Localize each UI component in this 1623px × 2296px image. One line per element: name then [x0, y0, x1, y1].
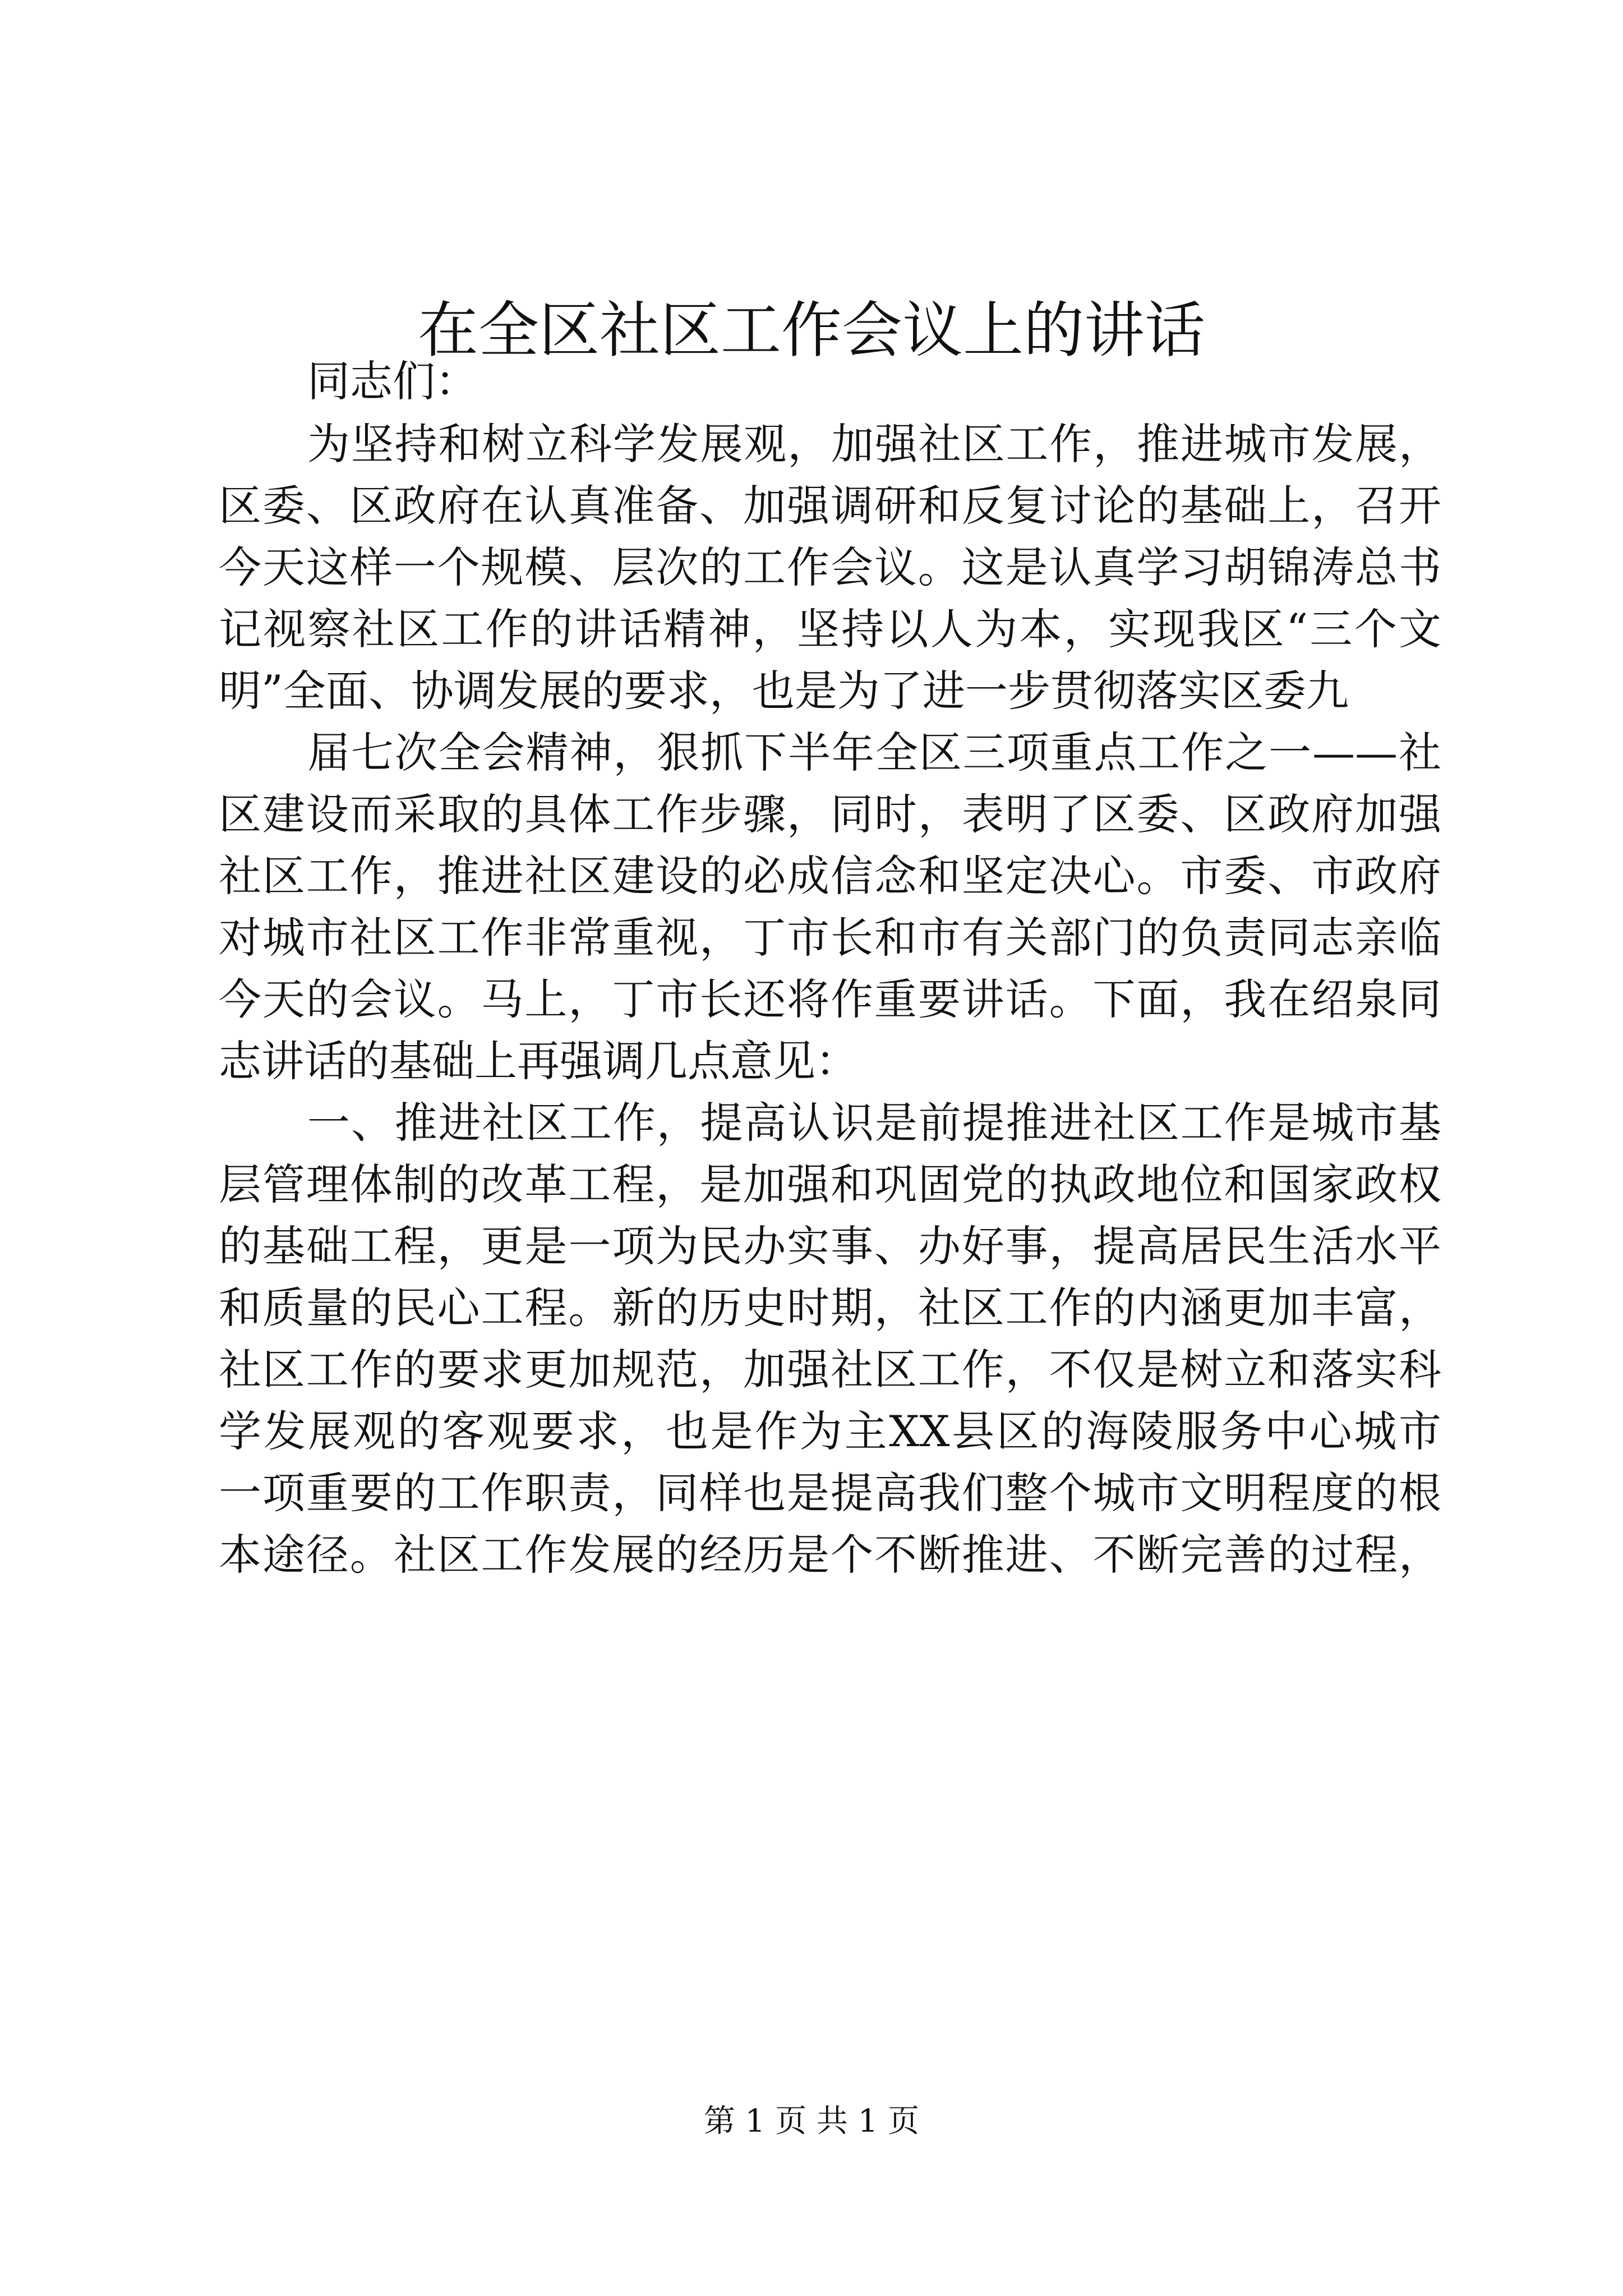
page-footer: 第 1 页 共 1 页 [703, 2103, 920, 2139]
body-line: 学发展观的客观要求，也是作为主XX县区的海陵服务中心城市 [219, 1406, 1441, 1456]
body-line: 的基础工程，更是一项为民办实事、办好事，提高居民生活水平 [219, 1221, 1441, 1271]
body-line: 层管理体制的改革工程，是加强和巩固党的执政地位和国家政权 [219, 1159, 1441, 1209]
body-line: 届七次全会精神，狠抓下半年全区三项重点工作之一——社 [307, 728, 1441, 777]
body-line: 区委、区政府在认真准备、加强调研和反复讨论的基础上，召开 [219, 481, 1441, 531]
body-line: 和质量的民心工程。新的历史时期，社区工作的内涵更加丰富， [219, 1283, 1441, 1333]
body-line: 本途径。社区工作发展的经历是个不断推进、不断完善的过程， [219, 1530, 1441, 1580]
body-line: 今天这样一个规模、层次的工作会议。这是认真学习胡锦涛总书 [219, 542, 1441, 592]
body-line: 对城市社区工作非常重视，丁市长和市有关部门的负责同志亲临 [219, 913, 1441, 963]
body-line: 明”全面、协调发展的要求，也是为了进一步贯彻落实区委九 [219, 666, 1349, 716]
body-line: 记视察社区工作的讲话精神，坚持以人为本，实现我区“三个文 [219, 604, 1441, 654]
body-line: 今天的会议。马上，丁市长还将作重要讲话。下面，我在绍泉同 [219, 974, 1441, 1024]
body-line: 社区工作的要求更加规范，加强社区工作，不仅是树立和落实科 [219, 1345, 1441, 1395]
body-line: 为坚持和树立科学发展观，加强社区工作，推进城市发展， [307, 419, 1441, 469]
body-line: 一、推进社区工作，提高认识是前提推进社区工作是城市基 [307, 1098, 1441, 1148]
document-title: 在全区社区工作会议上的讲话 [417, 296, 1205, 366]
body-line: 志讲话的基础上再强调几点意见： [219, 1036, 858, 1086]
greeting: 同志们： [307, 356, 478, 406]
body-line: 社区工作，推进社区建设的必成信念和坚定决心。市委、市政府 [219, 851, 1441, 901]
body-line: 一项重要的工作职责，同样也是提高我们整个城市文明程度的根 [219, 1468, 1441, 1518]
body-line: 区建设而采取的具体工作步骤，同时，表明了区委、区政府加强 [219, 789, 1441, 839]
